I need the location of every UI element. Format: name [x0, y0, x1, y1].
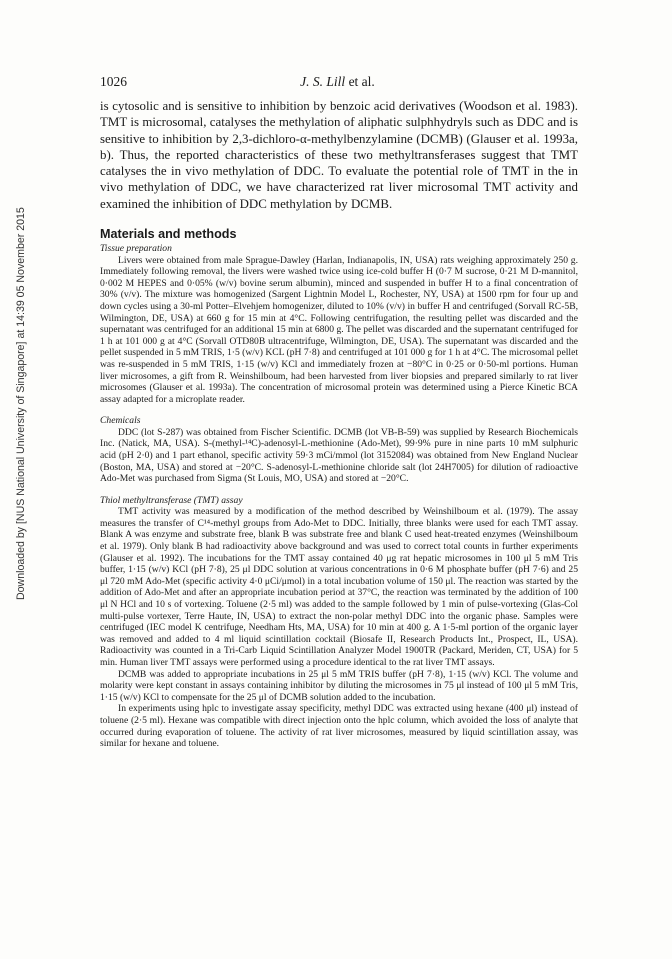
assay-paragraph-2: DCMB was added to appropriate incubations in 25 μl 5 mM TRIS buffer (pH 7·8), 1·15 (w/v) KCl. The volume and molarity were kept constant in assays containing inhibitor by diluting the microsomes in 75 μl instead of 100 μl 5 mM Tris, 1·15 (w/v) KCl to compensate for the 25 μl of DCMB solution added to the incubation.	[100, 668, 578, 703]
assay-heading: Thiol methyltransferase (TMT) assay	[100, 494, 243, 506]
running-head	[100, 74, 575, 90]
section-heading: Materials and methods	[100, 227, 237, 242]
tissue-paragraph: Livers were obtained from male Sprague-Dawley (Harlan, Indianapolis, IN, USA) rats weighing approximately 250 g. Immediately following removal, the livers were washed twice using ice-cold buffer H (0·7 M sucrose, 0·21 M D-mannitol, 0·002 M HEPES and 0·05% (w/v) bovine serum albumin), minced and suspended in buffer H to a final concentration of 30% (v/v). The mixture was homogenized (Sargent Lightnin Model L, Rochester, NY, USA) at 1500 rpm for four up and down cycles using a 30-ml Potter–Elvehjem homogenizer, diluted to 10% (v/v) in buffer H and centrifuged (Sorvall RC-5B, Wilmington, DE, USA) at 660 g for 15 min at 4°C. Following centrifugation, the resulting pellet was discarded and the supernatant was centrifuged for an additional 15 min at 6800 g. The pellet was discarded and the supernatant centrifuged for 1 h at 101 000 g at 4°C (Sorvall OTD80B ultracentrifuge, Wilmington, DE, USA). The supernatant was discarded and the pellet suspended in 5 mM TRIS, 1·5 (w/v) KCL (pH 7·8) and centrifuged at 101 000 g for 1 h at 4°C. The microsomal pellet was re-suspended in 5 mM TRIS, 1·15 (w/v) KCl and immediately frozen at −80°C in 0·25 or 0·50-ml portions. Human liver microsomes, a gift from R. Weinshilboum, had been harvested from liver biopsies and prepared similarly to rat liver microsomes (Glauser et al. 1993a). The concentration of microsomal protein was determined using a Pierce Kinetic BCA assay adapted for a microplate reader.	[100, 254, 578, 405]
chemicals-heading: Chemicals	[100, 415, 141, 427]
tissue-heading: Tissue preparation	[100, 243, 172, 255]
intro-paragraph: is cytosolic and is sensitive to inhibition by benzoic acid derivatives (Woodson et al. 1983). TMT is microsomal, catalyses the methylation of aliphatic sulphhydryls such as DDC and is sensitive to inhibition by 2,3-dichloro-α-methylbenzylamine (DCMB) (Glauser et al. 1993a, b). Thus, the reported characteristics of these two methyltransferases suggest that TMT catalyses the in vivo methylation of DDC. To evaluate the potential role of TMT in the in vivo methylation of DDC, we have characterized rat liver microsomal TMT activity and examined the inhibition of DDC methylation by DCMB.	[100, 99, 578, 211]
assay-paragraph-1: TMT activity was measured by a modification of the method described by Weinshilboum et al. (1979). The assay measures the transfer of C¹⁴-methyl groups from Ado-Met to DDC. Initially, three blanks were used for each TMT assay. Blank A was enzyme and substrate free, blank B was substrate free and blank C used heat-treated enzymes (Weinshilboum et al. 1979). Only blank B had radioactivity above background and was used to correct total counts in further experiments (Glauser et al. 1992). The incubations for the TMT assay contained 40 μg rat hepatic microsomes in 100 μl 5 mM Tris buffer, 1·15 (w/v) KCl (pH 7·8), 25 μl DDC solution at various concentrations in 0·6 M phosphate buffer (pH 7·6) and 25 μl 720 mM Ado-Met (specific activity 4·0 μCi/μmol) in a total incubation volume of 150 μl. The reaction was started by the addition of Ado-Met and after an appropriate incubation period at 37°C, the reaction was terminated by the addition of 100 μl N HCl and 10 s of vortexing. Toluene (2·5 ml) was added to the sample followed by 1 min of pulse-vortexing (Glas-Col multi-pulse vortexer, Terre Haute, IN, USA) to extract the non-polar methyl DDC into the organic phase. Samples were centrifuged (IEC model K centrifuge, Needham Hts, MA, USA) for 10 min at 400 g. A 1·5-ml portion of the organic layer was removed and added to 4 ml liquid scintillation cocktail (Biosafe II, Research Products Int., Prospect, IL, USA). Radioactivity was counted in a Tri-Carb Liquid Scintillation Analyzer Model 1900TR (Packard, Meriden, CT, USA) for 5 min. Human liver TMT assays were performed using a procedure identical to the rat liver TMT assays.	[100, 506, 578, 668]
page-number: 1026	[100, 74, 127, 89]
chemicals-paragraph: DDC (lot S-287) was obtained from Fischer Scientific. DCMB (lot VB-B-59) was supplied by Research Biochemicals Inc. (Natick, MA, USA). S-(methyl-¹⁴C)-adenosyl-L-methionine (Ado-Met), 99·9% pure in nine parts 10 mM sulphuric acid (pH 2·0) and 1 part ethanol, specific activity 59·3 mCi/mmol (lot 3152084) was obtained from New England Nuclear (Boston, MA, USA) and stored at −20°C. S-adenosyl-L-methionine chloride salt (lot 24H7005) for dilution of radioactive Ado-Met was purchased from Sigma (St Louis, MO, USA) and stored at −20°C.	[100, 426, 578, 485]
article-body	[100, 95, 578, 750]
page-header	[100, 74, 575, 90]
watermark-text: Downloaded by [NUS National University of Singapore] at 14:39 05 November 2015	[15, 207, 27, 600]
running-head-etal: et al.	[348, 74, 375, 89]
running-head-author: J. S. Lill	[300, 74, 346, 89]
assay-paragraph-3: In experiments using hplc to investigate assay specificity, methyl DDC was extracted using hexane (400 μl) instead of toluene (2·5 ml). Hexane was compatible with direct injection onto the hplc column, which avoided the loss of analyte that occurred during evaporation of toluene. The activity of rat liver microsomes, measured by liquid scintillation assay, was similar for hexane and toluene.	[100, 703, 578, 750]
